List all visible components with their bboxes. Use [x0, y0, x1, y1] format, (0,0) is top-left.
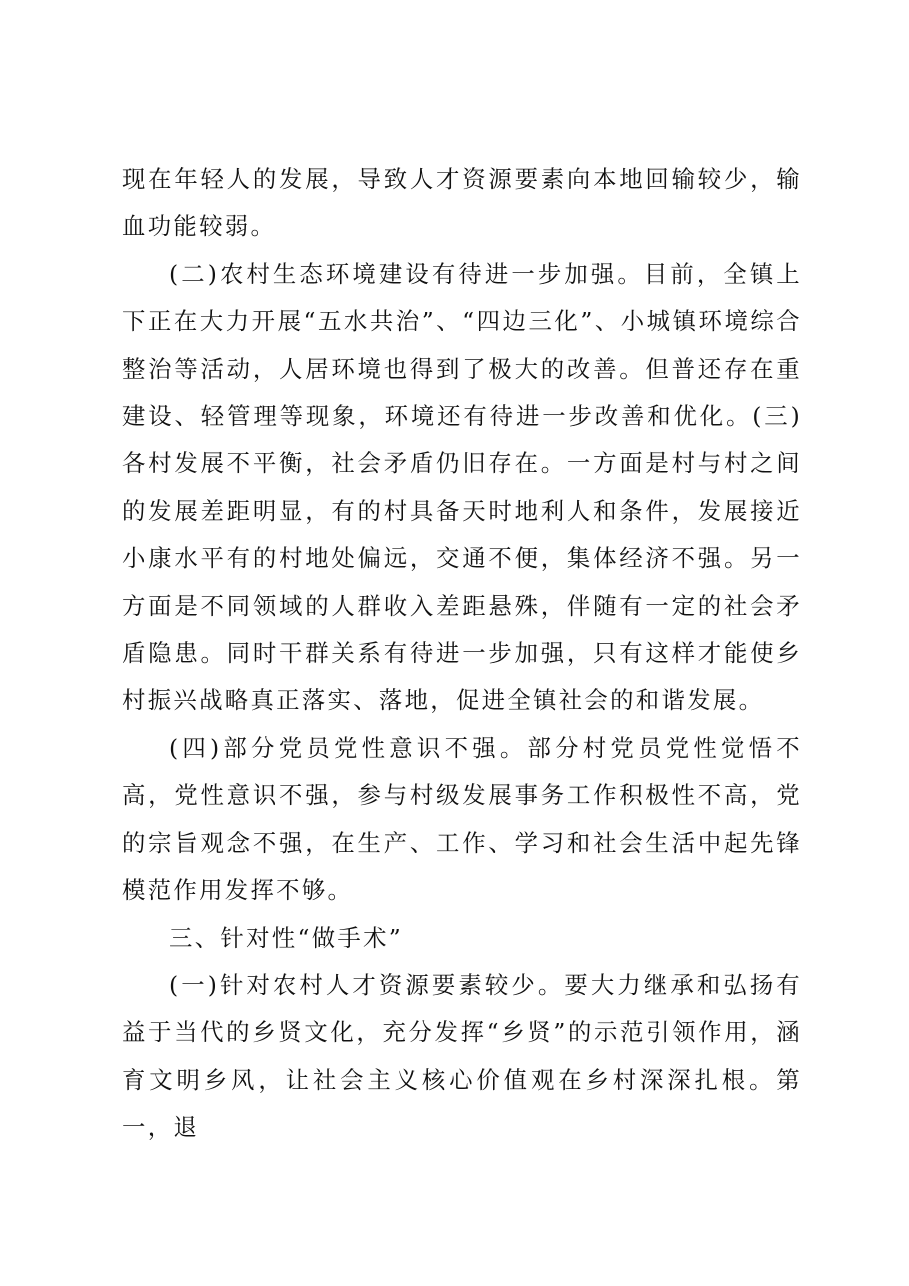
paragraph-party-awareness: (四)部分党员党性意识不强。部分村党员党性觉悟不高，党性意识不强，参与村级发展事务工作积极性不高，党的宗旨观念不强，在生产、工作、学习和社会生活中起先锋模范作用发挥不够。	[122, 733, 802, 905]
paragraph-ecology-and-balance: (二)农村生态环境建设有待进一步加强。目前，全镇上下正在大力开展“五水共治”、“四边三化”、小城镇环境综合整治等活动，人居环境也得到了极大的改善。但普还存在重建设、轻管理等现象，环境还有待进一步改善和优化。(三)各村发展不平衡，社会矛盾仍旧存在。一方面是村与村之间的发展差距明显，有的村具备天时地利人和条件，发展接近小康水平有的村地处偏远，交通不便，集体经济不强。另一方面是不同领域的人群收入差距悬殊，伴随有一定的社会矛盾隐患。同时干群关系有待进一步加强，只有这样才能使乡村振兴战略真正落实、落地，促进全镇社会的和谐发展。	[122, 259, 802, 715]
paragraph-rural-talent: (一)针对农村人才资源要素较少。要大力继承和弘扬有益于当代的乡贤文化，充分发挥“乡贤”的示范引领作用，涵育文明乡风，让社会主义核心价值观在乡村深深扎根。第一，退	[122, 970, 802, 1142]
paragraph-talent-outflow: 现在年轻人的发展，导致人才资源要素向本地回输较少，输血功能较弱。	[122, 165, 802, 241]
document-page	[122, 156, 802, 1152]
section-heading-targeted-surgery: 三、针对性“做手术”	[169, 923, 404, 952]
